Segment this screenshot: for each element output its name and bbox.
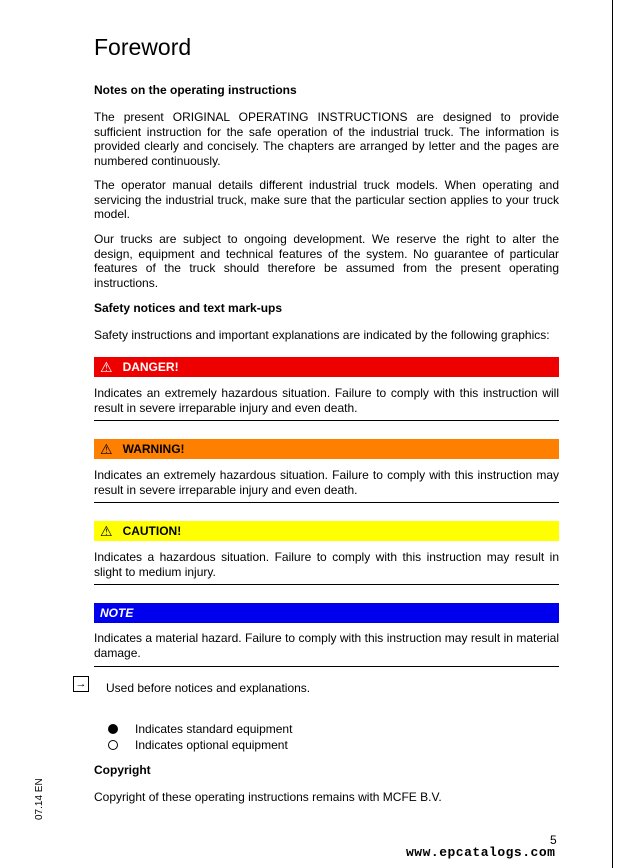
optional-equipment-row — [108, 738, 288, 752]
warning-label: WARNING! — [122, 442, 185, 456]
caution-text: Indicates a hazardous situation. Failure to comply with this instruction may result in slight to medium injury. — [94, 550, 559, 579]
page-right-border — [612, 0, 613, 868]
paragraph-original-instructions: The present ORIGINAL OPERATING INSTRUCTIONS are designed to provide sufficient instruction for the safe operation of the industrial truck. The information is provided clearly and concisely. The chapters are arranged by letter and the pages are numbered continuously. — [94, 110, 559, 168]
optional-equipment-text: Indicates optional equipment — [135, 738, 288, 752]
caution-label: CAUTION! — [122, 524, 182, 538]
divider — [94, 420, 559, 421]
hollow-circle-icon — [108, 740, 118, 750]
filled-circle-icon — [108, 724, 118, 734]
page-number: 5 — [550, 833, 557, 847]
warning-triangle-icon: ⚠ — [100, 441, 113, 457]
caution-banner — [94, 521, 559, 541]
paragraph-ongoing-development: Our trucks are subject to ongoing development. We reserve the right to alter the design, equipment and technical features of the system. No guarantee of particular features of the truck should therefore be assumed from the present operating instructions. — [94, 232, 559, 290]
warning-triangle-icon: ⚠ — [100, 523, 113, 539]
arrow-right-boxed-icon: → — [73, 676, 89, 692]
note-label: NOTE — [100, 606, 134, 620]
divider — [94, 502, 559, 503]
warning-text: Indicates an extremely hazardous situation. Failure to comply with this instruction may result in severe irreparable injury and even death. — [94, 468, 559, 497]
edition-code: 07.14 EN — [34, 778, 45, 820]
note-banner — [94, 603, 559, 623]
note-text: Indicates a material hazard. Failure to comply with this instruction may result in material damage. — [94, 631, 559, 660]
warning-triangle-icon: ⚠ — [100, 359, 113, 375]
standard-equipment-row — [108, 722, 292, 736]
section-heading-copyright: Copyright — [94, 763, 151, 777]
danger-banner — [94, 357, 559, 377]
paragraph-operator-manual: The operator manual details different industrial truck models. When operating and servicing the industrial truck, make sure that the particular section applies to your truck model. — [94, 178, 559, 222]
danger-text: Indicates an extremely hazardous situation. Failure to comply with this instruction will result in severe irreparable injury and even death. — [94, 386, 559, 415]
danger-label: DANGER! — [122, 360, 179, 374]
divider — [94, 584, 559, 585]
paragraph-safety-intro: Safety instructions and important explanations are indicated by the following graphics: — [94, 328, 550, 342]
copyright-text: Copyright of these operating instructions remains with MCFE B.V. — [94, 790, 442, 804]
section-heading-safety-notices: Safety notices and text mark-ups — [94, 301, 283, 315]
arrow-note-text: Used before notices and explanations. — [106, 681, 311, 695]
watermark: www.epcatalogs.com — [406, 845, 556, 860]
standard-equipment-text: Indicates standard equipment — [135, 722, 293, 736]
warning-banner — [94, 439, 559, 459]
page-title: Foreword — [94, 34, 192, 60]
section-heading-operating-instructions: Notes on the operating instructions — [94, 83, 297, 97]
divider — [94, 666, 559, 667]
